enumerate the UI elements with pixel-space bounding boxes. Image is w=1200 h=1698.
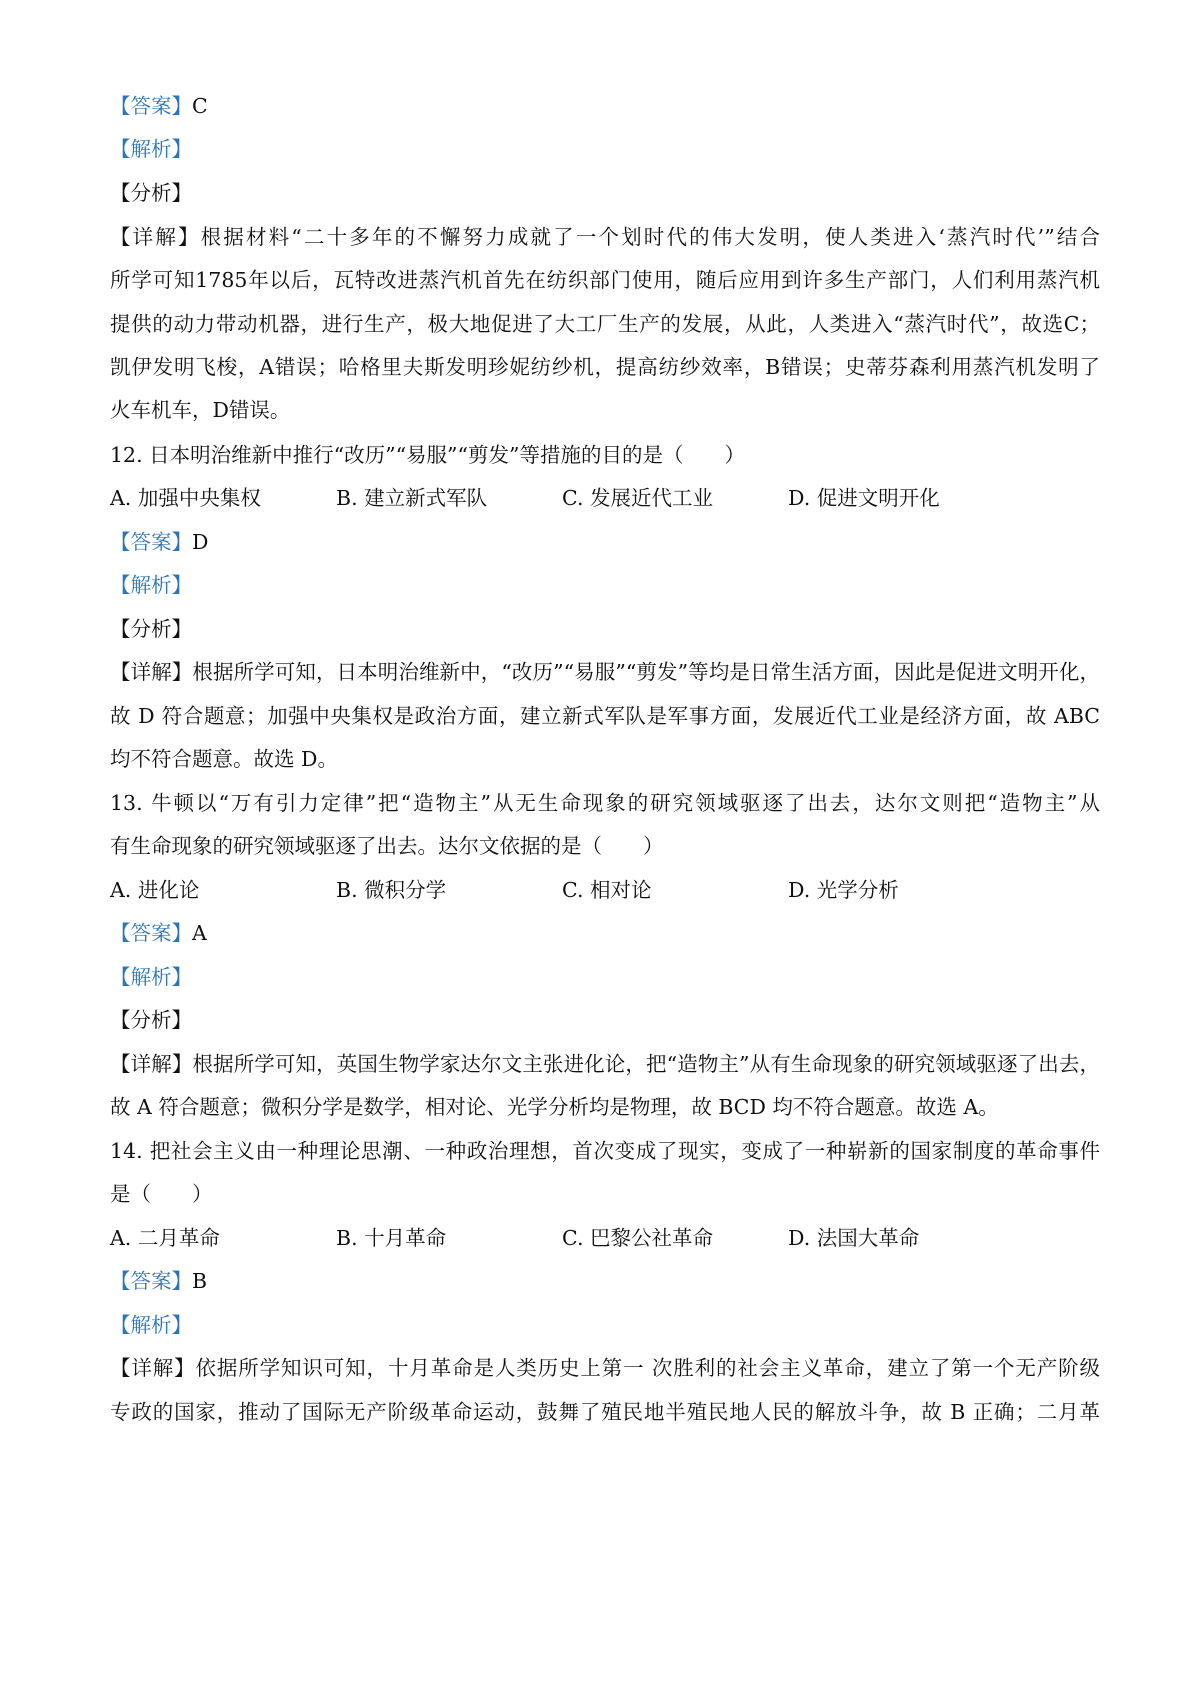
question-13-line: 13. 牛顿以“万有引力定律”把“造物主”从无生命现象的研究领域驱逐了出去，达尔文则把“造物主”从 xyxy=(110,791,1100,815)
question-14-line: 是（ ） xyxy=(110,1182,213,1206)
option-c: C. 发展近代工业 xyxy=(562,486,713,510)
detail-line: 专政的国家，推动了国际无产阶级革命运动，鼓舞了殖民地半殖民地人民的解放斗争，故 B 正确；二月革 xyxy=(110,1400,1100,1424)
detail-line: 故 A 符合题意；微积分学是数学，相对论、光学分析均是物理，故 BCD 均不符合题意。故选 A。 xyxy=(110,1095,999,1119)
detail-line: 【详解】根据所学可知，日本明治维新中，“改历”“易服”“剪发”等均是日常生活方面，因此是促进文明开化， xyxy=(110,660,1100,684)
option-d: D. 促进文明开化 xyxy=(788,486,940,510)
detail-line: 【详解】根据所学可知，英国生物学家达尔文主张进化论，把“造物主”从有生命现象的研究领域驱逐了出去， xyxy=(110,1052,1100,1076)
detail-line: 均不符合题意。故选 D。 xyxy=(110,747,338,771)
answer-line xyxy=(110,1266,1100,1296)
answer-value: C xyxy=(192,94,208,118)
option-c: C. 相对论 xyxy=(562,878,652,902)
jiexi-tag: 【解析】 xyxy=(110,1313,192,1337)
option-b: B. 十月革命 xyxy=(336,1226,447,1250)
question-12: 12. 日本明治维新中推行“改历”“易服”“剪发”等措施的目的是（ ） xyxy=(110,443,745,467)
answer-value: A xyxy=(192,921,207,945)
jiexi-tag: 【解析】 xyxy=(110,965,192,989)
detail-line: 凯伊发明飞梭，A错误；哈格里夫斯发明珍妮纺纱机，提高纺纱效率，B错误；史蒂芬森利用蒸汽机发明了 xyxy=(110,355,1100,379)
question-13-line: 有生命现象的研究领域驱逐了出去。达尔文依据的是（ ） xyxy=(110,834,664,858)
answer-value: D xyxy=(192,530,209,554)
option-b: B. 微积分学 xyxy=(336,878,447,902)
detail-line: 提供的动力带动机器，进行生产，极大地促进了大工厂生产的发展，从此，人类进入“蒸汽时代”，故选C； xyxy=(110,312,1100,336)
detail-line: 所学可知1785年以后，瓦特改进蒸汽机首先在纺织部门使用，随后应用到许多生产部门，人们利用蒸汽机 xyxy=(110,268,1100,292)
fenxi-tag: 【分析】 xyxy=(110,1008,192,1032)
option-a: A. 二月革命 xyxy=(110,1226,220,1250)
option-c: C. 巴黎公社革命 xyxy=(562,1226,713,1250)
detail-line: 火车机车，D错误。 xyxy=(110,398,291,422)
answer-tag: 【答案】 xyxy=(110,530,192,554)
answer-tag: 【答案】 xyxy=(110,1269,192,1293)
answer-line xyxy=(110,527,1100,557)
option-d: D. 法国大革命 xyxy=(788,1226,920,1250)
answer-tag: 【答案】 xyxy=(110,921,192,945)
jiexi-tag: 【解析】 xyxy=(110,573,192,597)
detail-line: 【详解】依据所学知识可知，十月革命是人类历史上第一 次胜利的社会主义革命，建立了第一个无产阶级 xyxy=(110,1356,1100,1380)
answer-value: B xyxy=(192,1269,208,1293)
answer-line xyxy=(110,91,1100,121)
detail-line: 【详解】根据材料“二十多年的不懈努力成就了一个划时代的伟大发明，使人类进入‘蒸汽时代’”结合 xyxy=(110,225,1100,249)
question-14-line: 14. 把社会主义由一种理论思潮、一种政治理想，首次变成了现实，变成了一种崭新的国家制度的革命事件 xyxy=(110,1139,1100,1163)
jiexi-tag: 【解析】 xyxy=(110,137,192,161)
answer-line xyxy=(110,918,1100,948)
option-d: D. 光学分析 xyxy=(788,878,899,902)
fenxi-tag: 【分析】 xyxy=(110,181,192,205)
option-a: A. 加强中央集权 xyxy=(110,486,261,510)
detail-line: 故 D 符合题意；加强中央集权是政治方面，建立新式军队是军事方面，发展近代工业是经济方面，故 ABC xyxy=(110,704,1100,728)
answer-tag: 【答案】 xyxy=(110,94,192,118)
option-a: A. 进化论 xyxy=(110,878,200,902)
fenxi-tag: 【分析】 xyxy=(110,617,192,641)
option-b: B. 建立新式军队 xyxy=(336,486,488,510)
